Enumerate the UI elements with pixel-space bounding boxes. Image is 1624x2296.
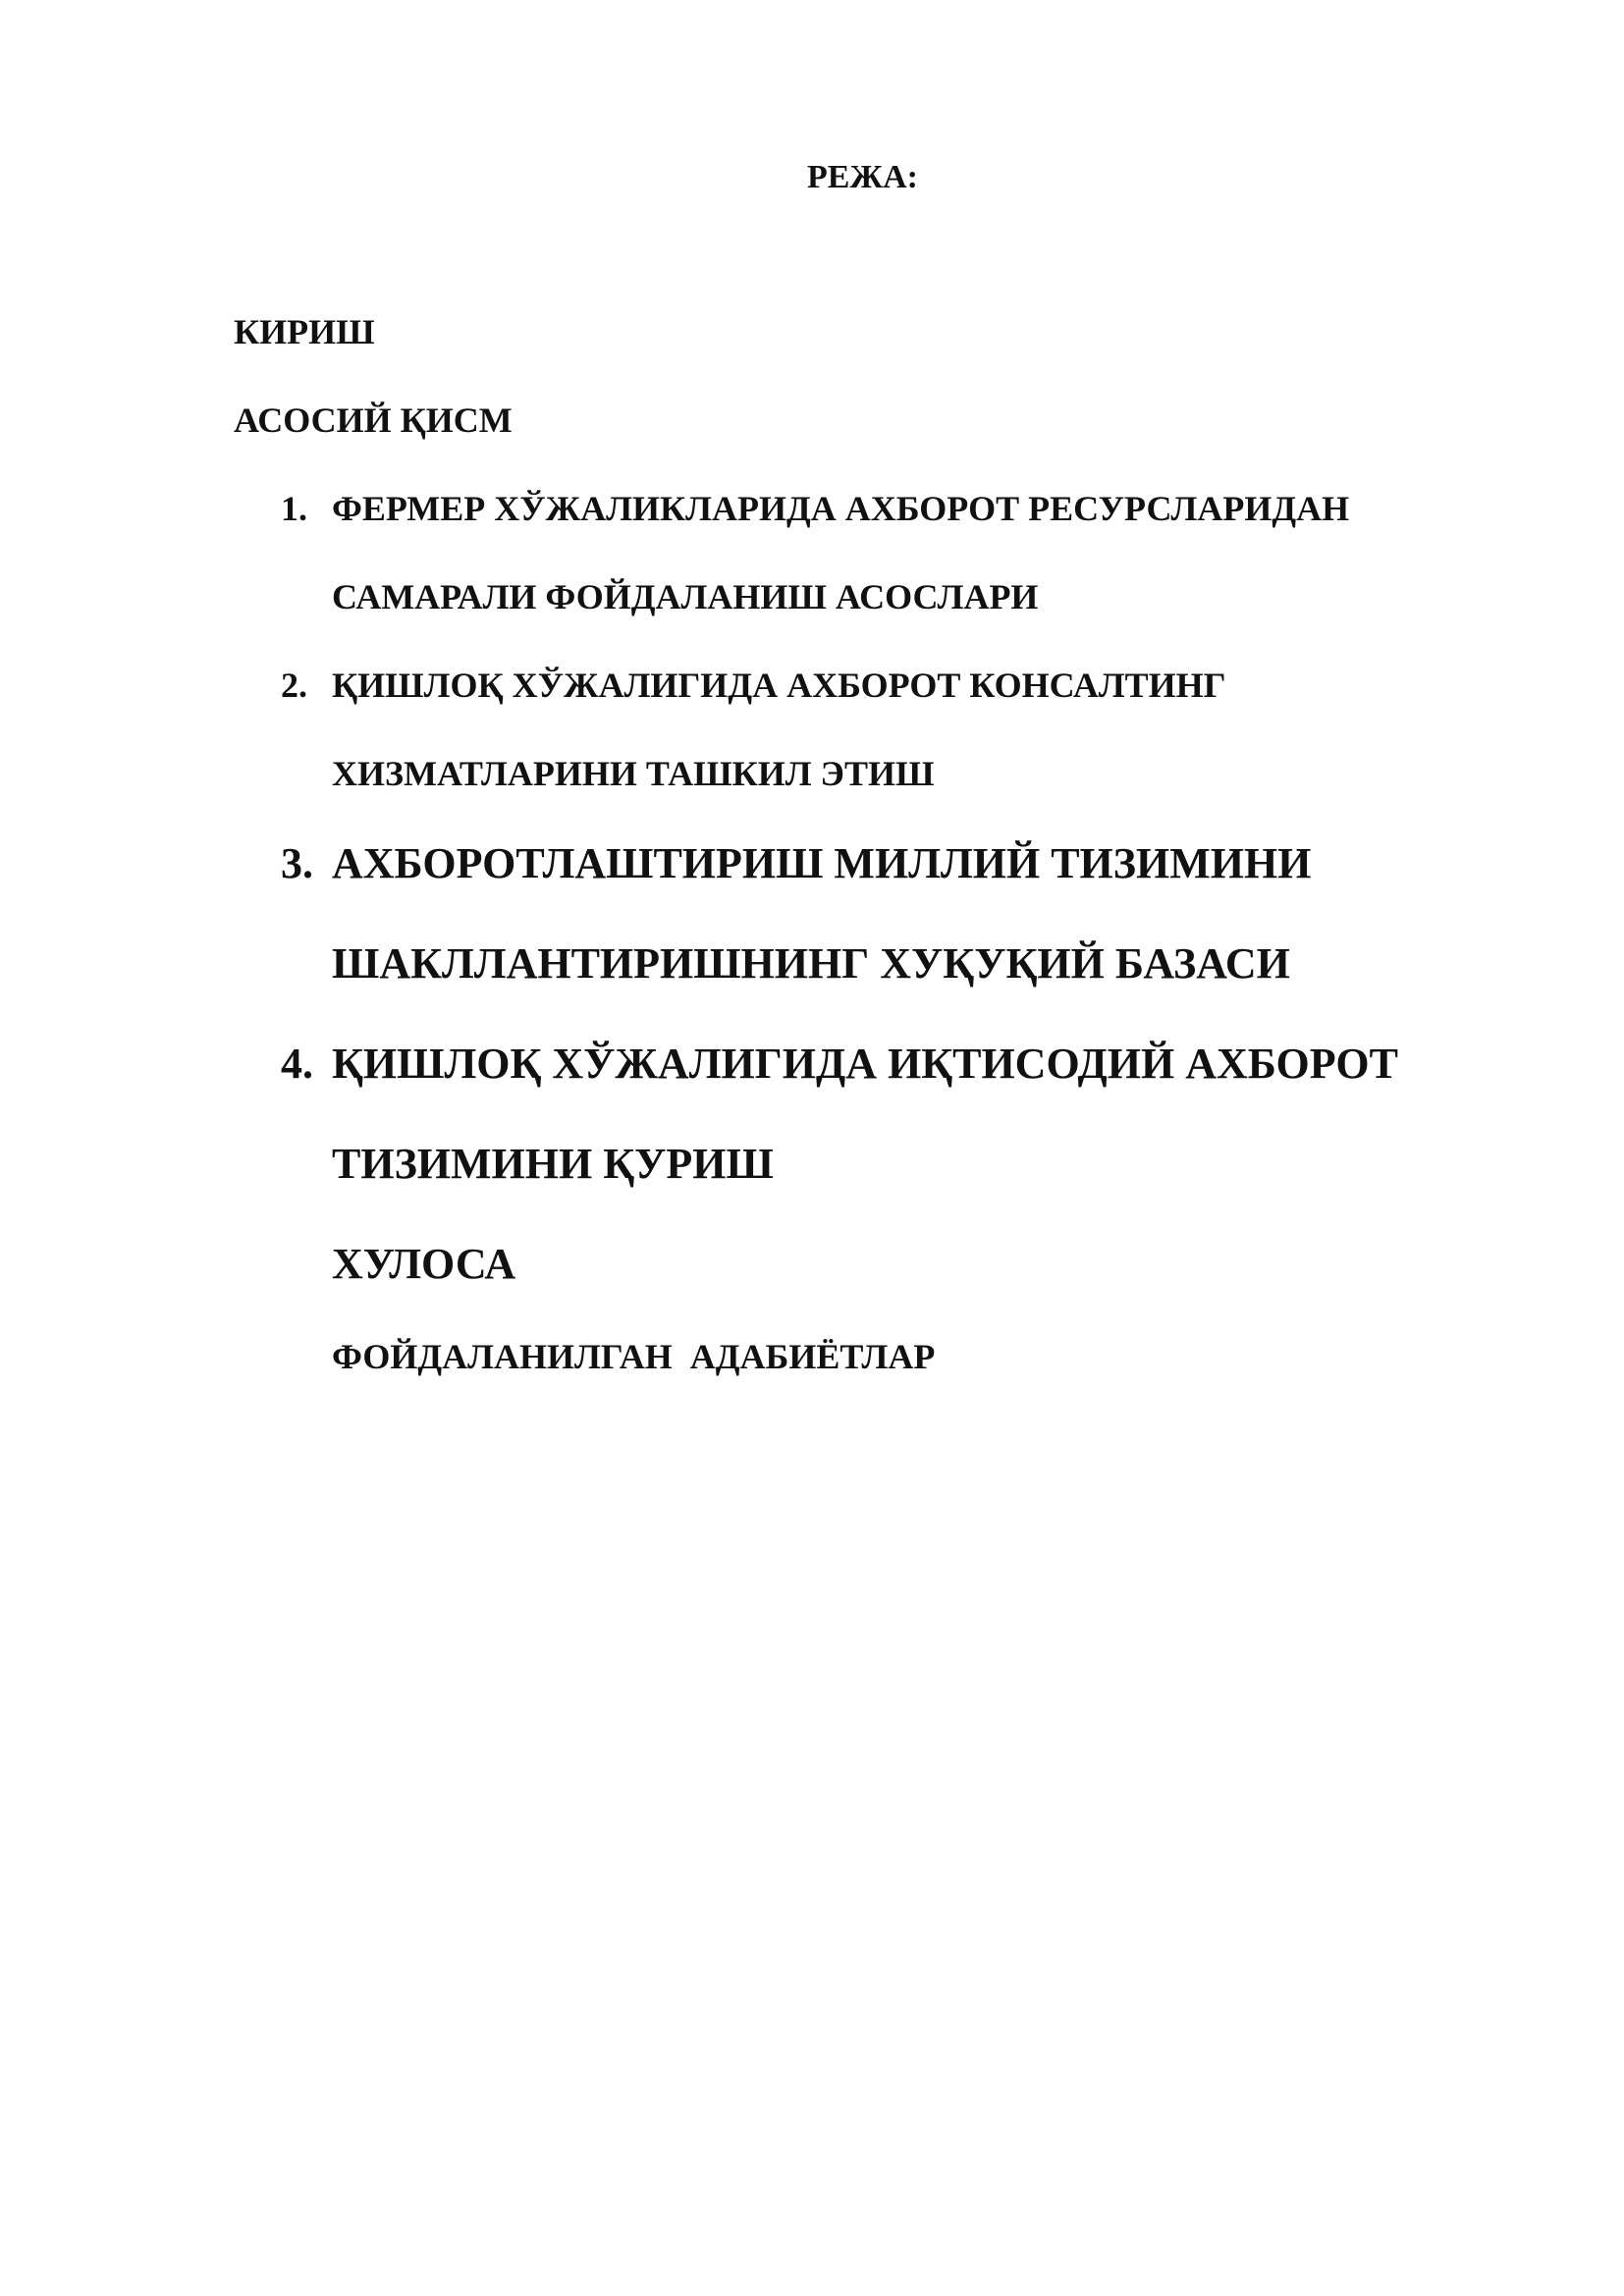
page-title: РЕЖА: bbox=[807, 159, 918, 195]
item-3-line-1: АХБОРОТЛАШТИРИШ МИЛЛИЙ ТИЗИМИНИ bbox=[332, 839, 1312, 887]
item-2-number: 2. bbox=[281, 666, 307, 705]
item-1-number: 1. bbox=[281, 489, 307, 528]
section-references: ФОЙДАЛАНИЛГАН АДАБИЁТЛАР bbox=[332, 1337, 936, 1376]
item-3-line-2: ШАКЛЛАНТИРИШНИНГ ХУҚУҚИЙ БАЗАСИ bbox=[332, 939, 1290, 988]
item-4-line-2: ТИЗИМИНИ ҚУРИШ bbox=[332, 1140, 774, 1188]
item-2-line-2: ХИЗМАТЛАРИНИ ТАШКИЛ ЭТИШ bbox=[332, 754, 935, 793]
item-4-number: 4. bbox=[281, 1040, 313, 1088]
item-1-line-2: САМАРАЛИ ФОЙДАЛАНИШ АСОСЛАРИ bbox=[332, 577, 1039, 616]
item-3-number: 3. bbox=[281, 839, 313, 887]
section-main: АСОСИЙ ҚИСМ bbox=[234, 400, 513, 440]
item-2-line-1: ҚИШЛОҚ ХЎЖАЛИГИДА АХБОРОТ КОНСАЛТИНГ bbox=[332, 666, 1226, 705]
section-intro: КИРИШ bbox=[234, 312, 375, 351]
item-4-line-1: ҚИШЛОҚ ХЎЖАЛИГИДА ИҚТИСОДИЙ АХБОРОТ bbox=[332, 1040, 1398, 1088]
item-1-line-1: ФЕРМЕР ХЎЖАЛИКЛАРИДА АХБОРОТ РЕСУРСЛАРИДАН bbox=[332, 489, 1350, 528]
section-conclusion: ХУЛОСА bbox=[332, 1240, 516, 1288]
